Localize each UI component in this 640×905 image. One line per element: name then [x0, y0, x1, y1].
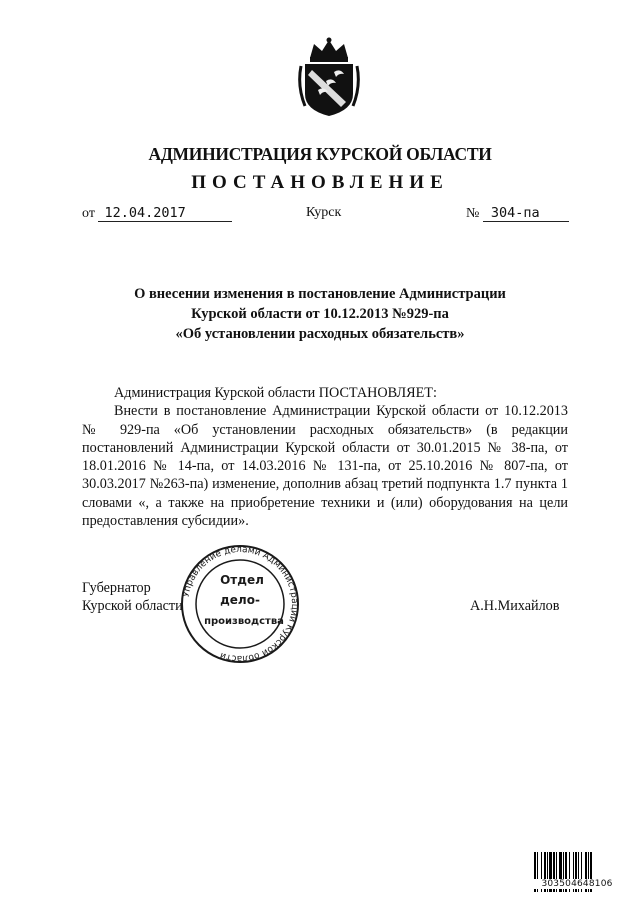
signatory-position [82, 579, 183, 615]
number-prefix: № [466, 206, 480, 221]
stamp-center-line: Отдел [220, 573, 264, 587]
organization-name: АДМИНИСТРАЦИЯ КУРСКОЙ ОБЛАСТИ [148, 144, 492, 164]
date-prefix: от [82, 206, 95, 221]
body-paragraph: Внести в постановление Администрации Курской области от 10.12.2013 № 929-па «Об установлении расходных обязательств» (в редакции постановлений Администрации Курской области от 30.01.2015 № 38-па, от 18.01.2016 № 14-па, от 14.03.2016 № 131-па, от 25.10.2016 № 807-па, от 30.03.2017 №263-па) изменение, дополнив абзац третий подпункта 1.7 пункта 1 словами «, а также на приобретение техники и (или) оборудования на цели предоставления субсидии». [82, 403, 568, 530]
position-line: Губернатор [82, 580, 151, 596]
title-line: О внесении изменения в постановление Администрации [134, 286, 506, 302]
title-line: Курской области от 10.12.2013 №929-па [191, 306, 449, 322]
official-stamp [176, 544, 304, 664]
coat-of-arms-emblem [296, 36, 362, 118]
body-paragraph: Администрация Курской области ПОСТАНОВЛЯЕТ: [114, 385, 437, 401]
stamp-ring-text: Управление делами Администрации Курской области [181, 544, 300, 664]
document-body [82, 384, 568, 530]
document-date: 12.04.2017 [98, 205, 232, 222]
signatory-name: А.Н.Михайлов [470, 598, 560, 614]
number-field [466, 205, 569, 222]
document-city: Курск [306, 205, 342, 220]
document-type: ПОСТАНОВЛЕНИЕ [191, 172, 449, 193]
title-line: «Об установлении расходных обязательств» [175, 326, 465, 342]
position-line: Курской области [82, 598, 183, 614]
barcode-number: 303504648106 [532, 879, 622, 889]
date-field [82, 205, 232, 222]
stamp-center-line: дело- [220, 593, 260, 607]
stamp-center-line: производства [204, 616, 284, 627]
document-title [60, 284, 580, 344]
document-number: 304-па [483, 205, 569, 222]
